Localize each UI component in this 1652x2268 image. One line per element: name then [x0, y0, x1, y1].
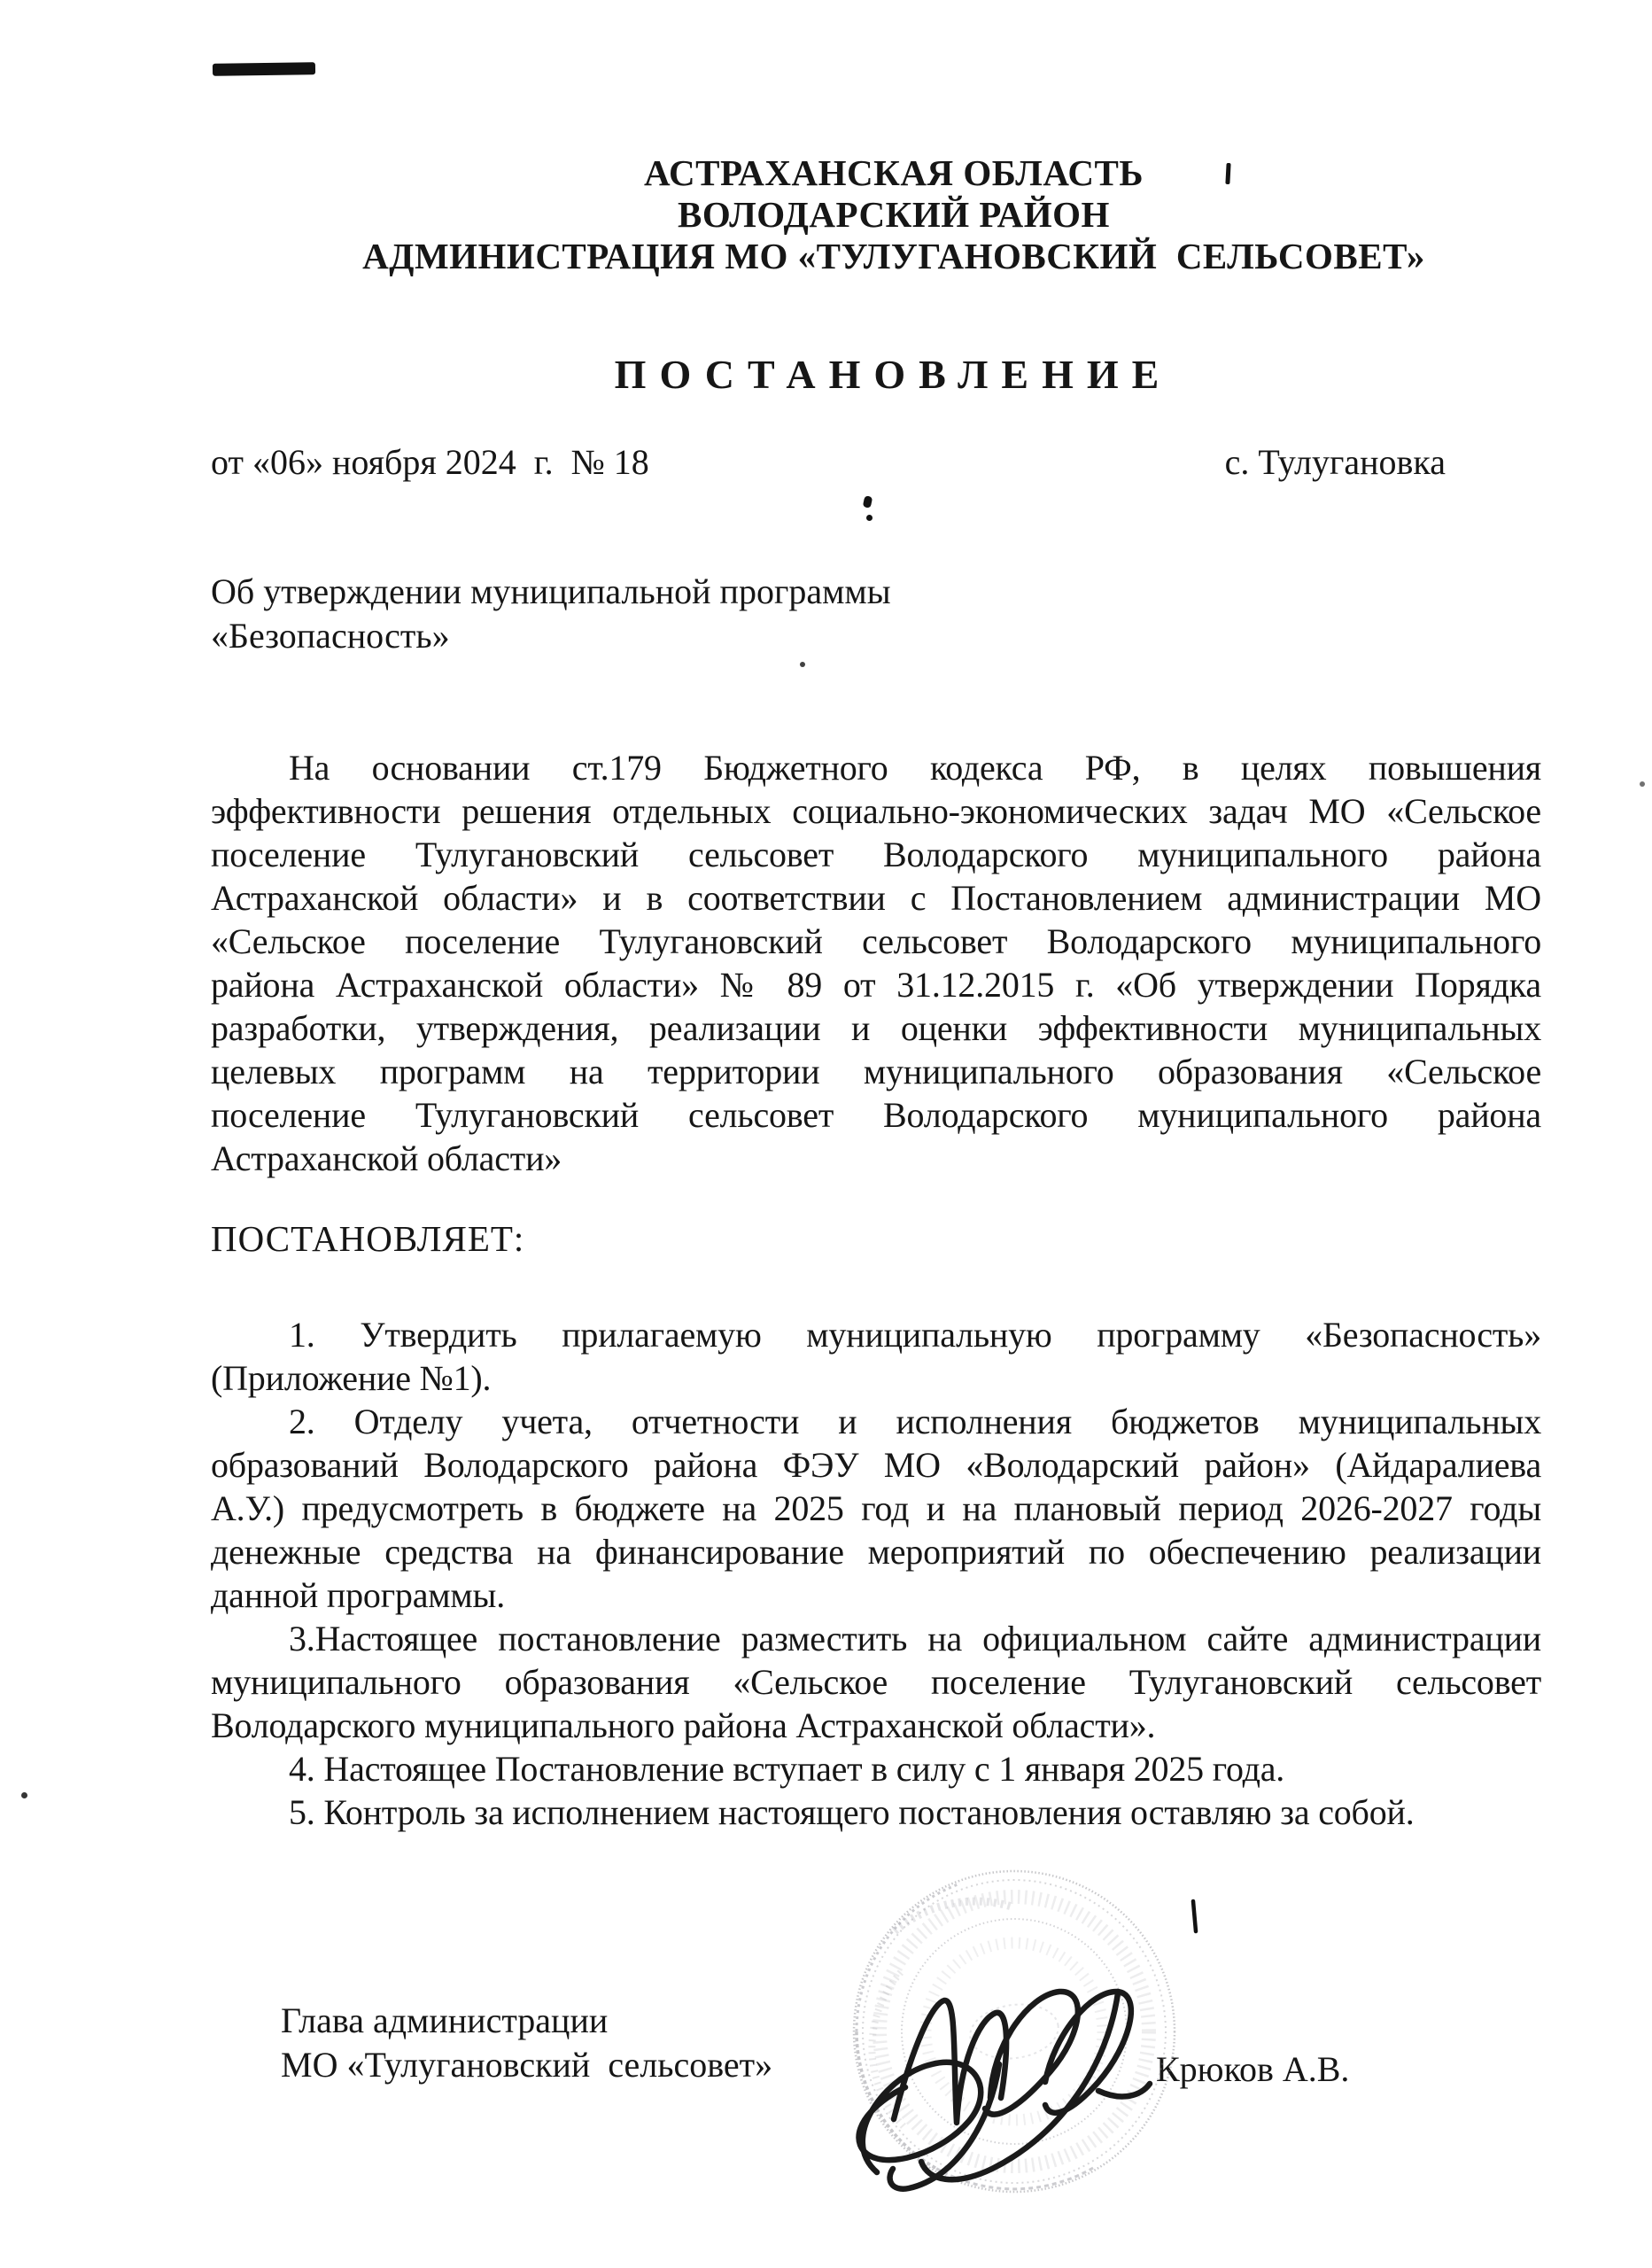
item-line: денежные средства на финансирование мероприятий по обеспечению реализации: [211, 1532, 1541, 1572]
signer-role-line: МО «Тулугановский сельсовет»: [281, 2045, 773, 2085]
letterhead: [229, 152, 1559, 277]
document-title: ПОСТАНОВЛЕНИЕ: [614, 352, 1173, 397]
item-line: А.У.) предусмотреть в бюджете на 2025 год и на плановый период 2026-2027 годы: [211, 1488, 1541, 1528]
preamble-paragraph: [211, 746, 1541, 1180]
item-line: 2. Отделу учета, отчетности и исполнения бюджетов муниципальных: [289, 1402, 1541, 1441]
item-line: Володарского муниципального района Астраханской области».: [211, 1705, 1156, 1745]
scan-artifact-colon: [863, 495, 873, 509]
paragraph-line: целевых программ на территории муниципального образования «Сельское: [211, 1052, 1541, 1091]
paragraph-line: района Астраханской области» № 89 от 31.12.2015 г. «Об утверждении Порядка: [211, 965, 1541, 1005]
signer-name: Крюков А.В.: [1156, 2049, 1350, 2089]
scan-artifact-bar: [213, 62, 315, 76]
scan-artifact-tick: [1193, 1901, 1196, 1931]
subject-block: [211, 570, 1541, 658]
scan-artifact-colon-dot: [866, 515, 873, 521]
subject-line: «Безопасность»: [211, 616, 450, 656]
signer-role: [281, 1999, 772, 2087]
signer-role-line: Глава администрации: [281, 2000, 609, 2040]
item-line: муниципального образования «Сельское поселение Тулугановский сельсовет: [211, 1662, 1541, 1702]
item-line: 3.Настоящее постановление разместить на официальном сайте администрации: [289, 1619, 1541, 1658]
paragraph-line: На основании ст.179 Бюджетного кодекса РФ, в целях повышения: [289, 748, 1541, 788]
scan-artifact-dot: [1640, 781, 1645, 787]
paragraph-line: Астраханской области» и в соответствии с Постановлением администрации МО: [211, 878, 1541, 918]
paragraph-line: разработки, утверждения, реализации и оценки эффективности муниципальных: [211, 1008, 1541, 1048]
letterhead-administration: АДМИНИСТРАЦИЯ МО «ТУЛУГАНОВСКИЙ СЕЛЬСОВЕТ»: [362, 236, 1425, 276]
seal-and-signature: [797, 1843, 1240, 2224]
resolution-items: [211, 1313, 1541, 1834]
scan-artifact-dot: [800, 662, 805, 667]
item-line: 1. Утвердить прилагаемую муниципальную программу «Безопасность»: [289, 1315, 1541, 1355]
letterhead-region: АСТРАХАНСКАЯ ОБЛАСТЬ: [643, 152, 1144, 193]
subject-line: Об утверждении муниципальной программы: [211, 571, 891, 611]
scan-artifact-dot: [21, 1792, 27, 1798]
meta-row: [211, 441, 1541, 484]
paragraph-line: Астраханской области»: [211, 1138, 562, 1178]
paragraph-line: поселение Тулугановский сельсовет Володарского муниципального района: [211, 1095, 1541, 1135]
paragraph-line: поселение Тулугановский сельсовет Володарского муниципального района: [211, 835, 1541, 874]
date-number-line: от «06» ноября 2024 г. № 18: [211, 442, 649, 482]
paragraph-line: эффективности решения отдельных социально-экономических задач МО «Сельское: [211, 791, 1541, 831]
item-line: 4. Настоящее Постановление вступает в силу с 1 января 2025 года.: [289, 1749, 1285, 1789]
resolve-keyword: ПОСТАНОВЛЯЕТ:: [211, 1218, 525, 1259]
item-line: 5. Контроль за исполнением настоящего постановления оставляю за собой.: [289, 1792, 1415, 1832]
item-line: образований Володарского района ФЭУ МО «Володарский район» (Айдаралиева: [211, 1445, 1541, 1485]
item-line: (Приложение №1).: [211, 1358, 492, 1398]
letterhead-district: ВОЛОДАРСКИЙ РАЙОН: [678, 194, 1110, 235]
place-line: с. Тулугановка: [1224, 442, 1446, 482]
item-line: данной программы.: [211, 1575, 505, 1615]
paragraph-line: «Сельское поселение Тулугановский сельсовет Володарского муниципального: [211, 921, 1541, 961]
